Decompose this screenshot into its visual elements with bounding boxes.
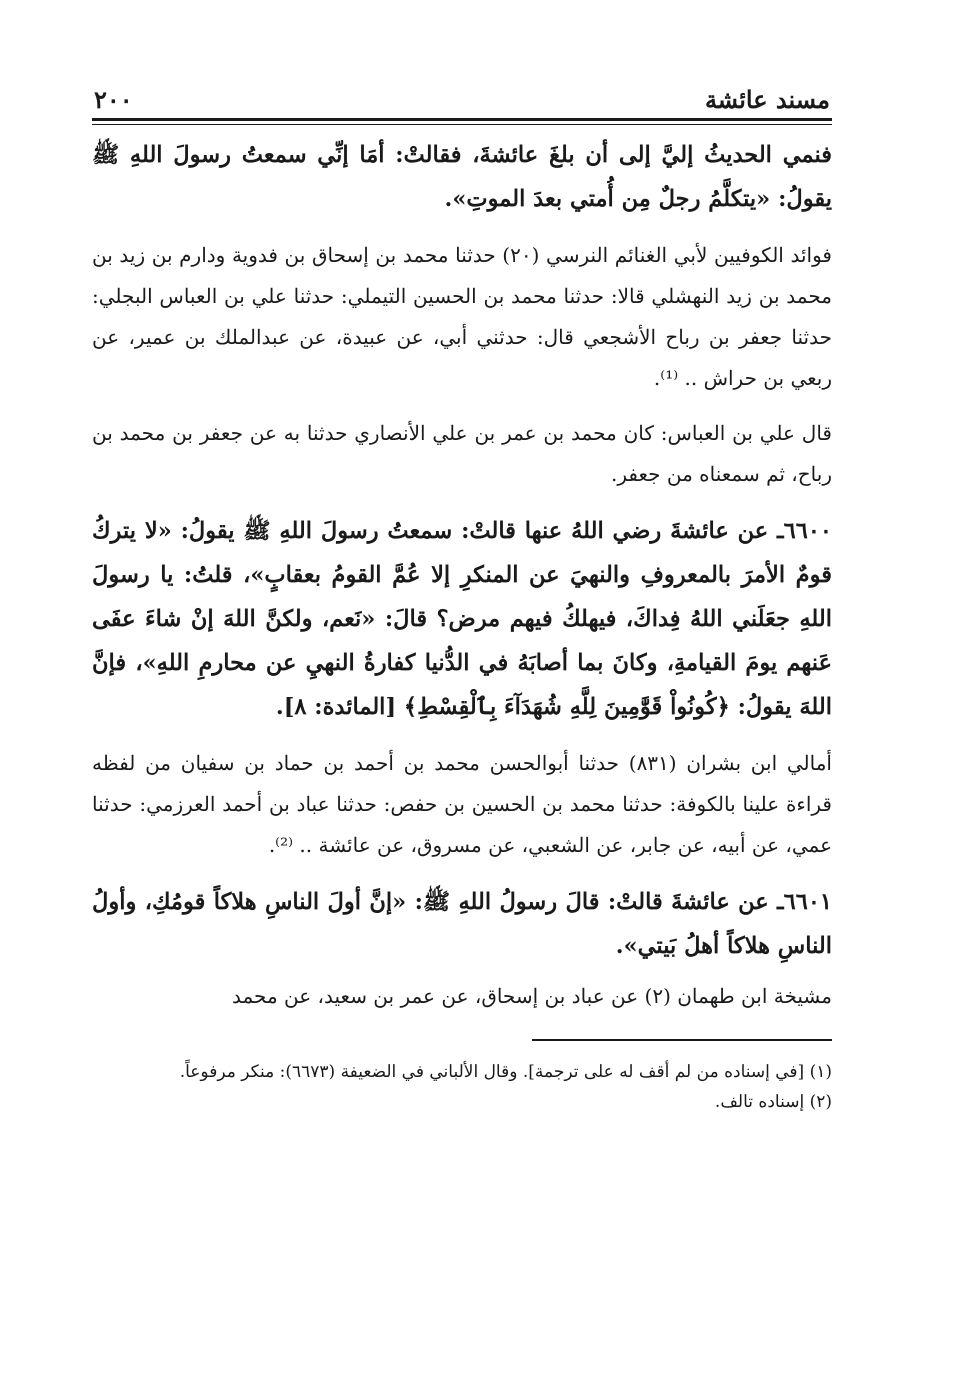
hadith-continuation: فنمي الحديثُ إليَّ إلى أن بلغَ عائشةَ، فقالتْ: أمَا إنِّي سمعتُ رسولَ اللهِ ﷺ يقولُ: «يتكلَّمُ رجلٌ مِن أُمتي بعدَ الموتِ». — [92, 142, 832, 212]
footnote-separator — [532, 1039, 832, 1041]
source-paragraph: قال علي بن العباس: كان محمد بن عمر بن علي الأنصاري حدثنا به عن جعفر بن محمد بن رباح، ثم سمعناه من جعفر. — [92, 421, 832, 486]
document-page — [92, 78, 832, 1117]
header-rule-thin — [92, 124, 832, 125]
source-paragraph: أمالي ابن بشران (٨٣١) حدثنا أبوالحسن محمد بن أحمد بن حماد بن سفيان من لفظه قراءة علينا بالكوفة: حدثنا محمد بن الحسين بن حفص: حدثنا عباد بن أحمد العرزمي: حدثنا عمي، عن أبيه، عن جابر، عن الشعبي، عن مسروق، عن عائشة .. ⁽²⁾. — [92, 751, 832, 857]
header-title: مسند عائشة — [704, 85, 830, 114]
footnote: (١) [في إسناده من لم أقف له على ترجمة]. وقال الألباني في الضعيفة (٦٦٧٣): منكر مرفوعاً. — [179, 1062, 832, 1082]
source-paragraph: مشيخة ابن طهمان (٢) عن عباد بن إسحاق، عن عمر بن سعيد، عن محمد — [232, 984, 832, 1008]
source-paragraph: فوائد الكوفيين لأبي الغنائم النرسي (٢٠) حدثنا محمد بن إسحاق بن فدوية ودارم بن زيد بن محمد بن زيد النهشلي قالا: حدثنا محمد بن الحسين التيملي: حدثنا علي بن العباس البجلي: حدثنا جعفر بن رباح الأشجعي قال: حدثني أبي، عن عبيدة، عن عبدالملك بن عمير، عن ربعي بن حراش .. ⁽¹⁾. — [92, 243, 832, 390]
header-rule — [92, 118, 832, 121]
footnote: (٢) إسناده تالف. — [714, 1092, 832, 1112]
running-header — [92, 78, 832, 114]
hadith-6600: ٦٦٠٠ـ عن عائشةَ رضي اللهُ عنها قالتْ: سمعتُ رسولَ اللهِ ﷺ يقولُ: «لا يتركُ قومٌ الأمرَ بالمعروفِ والنهيَ عن المنكرِ إلا عُمَّ القومُ بعقابٍ»، قلتُ: يا رسولَ اللهِ جعَلَني اللهُ فِداكَ، فيهلكُ فيهم مرض؟ قالَ: «نَعم، ولكنَّ اللهَ إنْ شاءَ عفَى عَنهم يومَ القيامةِ، وكانَ بما أصابَهُ في الدُّنيا كفارةُ النهيِ عن محارمِ اللهِ»، فإنَّ اللهَ يقولُ: ﴿كُونُواْ قَوَّٰمِينَ لِلَّهِ شُهَدَآءَ بِٱلْقِسْطِ﴾ [المائدة: ٨]. — [92, 518, 832, 720]
page-number: ٢٠٠ — [94, 85, 133, 114]
hadith-6601: ٦٦٠١ـ عن عائشةَ قالتْ: قالَ رسولُ اللهِ ﷺ: «إنَّ أولَ الناسِ هلاكاً قومُكِ، وأولُ الناسِ هلاكاً أهلُ بَيتي». — [92, 889, 832, 959]
